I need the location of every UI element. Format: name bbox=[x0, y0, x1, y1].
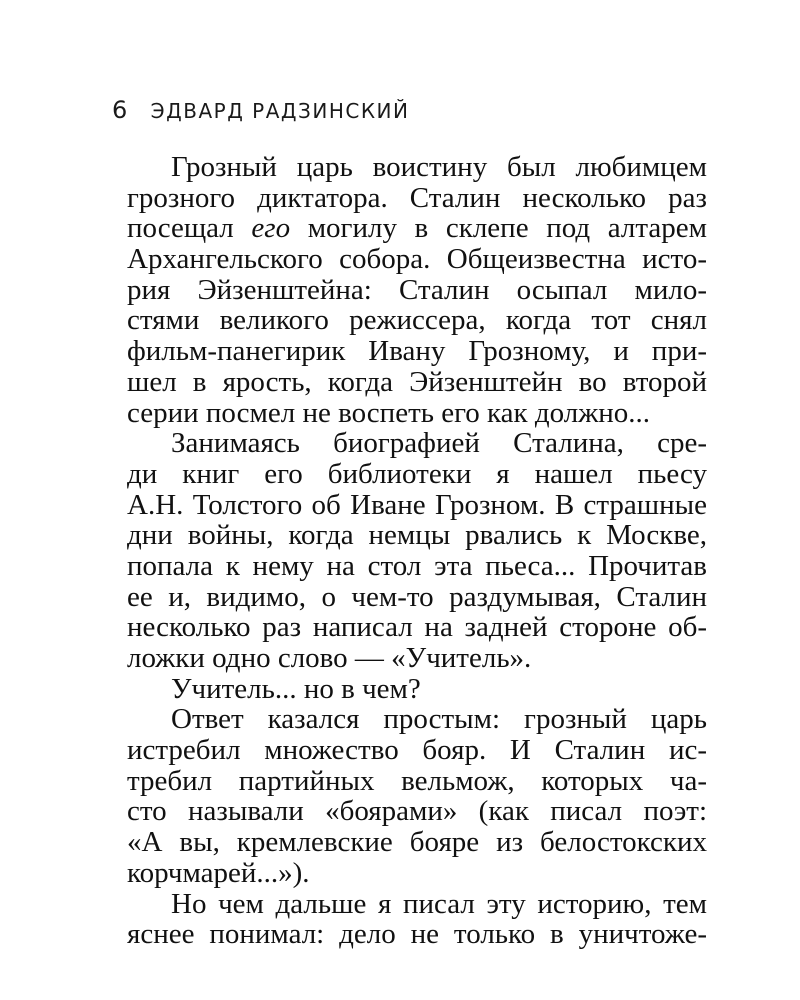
emphasis: его bbox=[251, 213, 291, 245]
text-line: «А вы, кремлевские бояре из белостокских bbox=[127, 827, 707, 858]
text-line: посещал его могилу в склепе под алтарем bbox=[127, 213, 707, 245]
text-line: ди книг его библиотеки я нашел пьесу bbox=[127, 458, 707, 490]
text-line: Но чем дальше я писал эту историю, тем bbox=[171, 888, 707, 920]
text-line: ложки одно слово — «Учитель». bbox=[127, 643, 532, 674]
text-line: ее и, видимо, о чем-то раздумывая, Сталин bbox=[127, 581, 707, 613]
text-line: дни войны, когда немцы рвались к Москве, bbox=[127, 520, 707, 551]
text-line: рия Эйзенштейна: Сталин осыпал мило- bbox=[127, 274, 707, 306]
text-line: несколько раз написал на задней стороне об- bbox=[127, 612, 707, 643]
text-line: шел в ярость, когда Эйзенштейн во второй bbox=[127, 366, 707, 398]
text-line: Архангельского собора. Общеизвестна исто- bbox=[127, 244, 707, 275]
text-line: яснее понимал: дело не только в уничтоже- bbox=[127, 919, 707, 950]
text-line: серии посмел не воспеть его как должно... bbox=[127, 397, 651, 429]
text-line: стями великого режиссера, когда тот снял bbox=[127, 305, 707, 337]
text-line: Занимаясь биографией Сталина, сре- bbox=[171, 428, 707, 459]
text-line: попала к нему на стол эта пьеса... Прочитав bbox=[127, 550, 707, 582]
text-line: Грозный царь воистину был любимцем bbox=[171, 152, 707, 183]
text-line: корчмарей...»). bbox=[127, 857, 310, 889]
text-line: истребил множество бояр. И Сталин ис- bbox=[127, 735, 707, 766]
page-number: 6 bbox=[112, 96, 129, 124]
text-line: фильм-панегирик Ивану Грозному, и при- bbox=[127, 336, 707, 367]
running-title: ЭДВАРД РАДЗИНСКИЙ bbox=[150, 99, 410, 123]
running-header bbox=[112, 96, 409, 124]
text-line: требил партийных вельмож, которых ча- bbox=[127, 765, 707, 797]
text-line: грозного диктатора. Сталин несколько раз bbox=[127, 182, 707, 214]
text-line: сто называли «боярами» (как писал поэт: bbox=[127, 796, 707, 828]
body-text bbox=[127, 152, 707, 950]
text-line: А.Н. Толстого об Иване Грозном. В страшные bbox=[127, 489, 707, 521]
text-line: Ответ казался простым: грозный царь bbox=[171, 704, 707, 736]
text-line: Учитель... но в чем? bbox=[171, 673, 421, 705]
